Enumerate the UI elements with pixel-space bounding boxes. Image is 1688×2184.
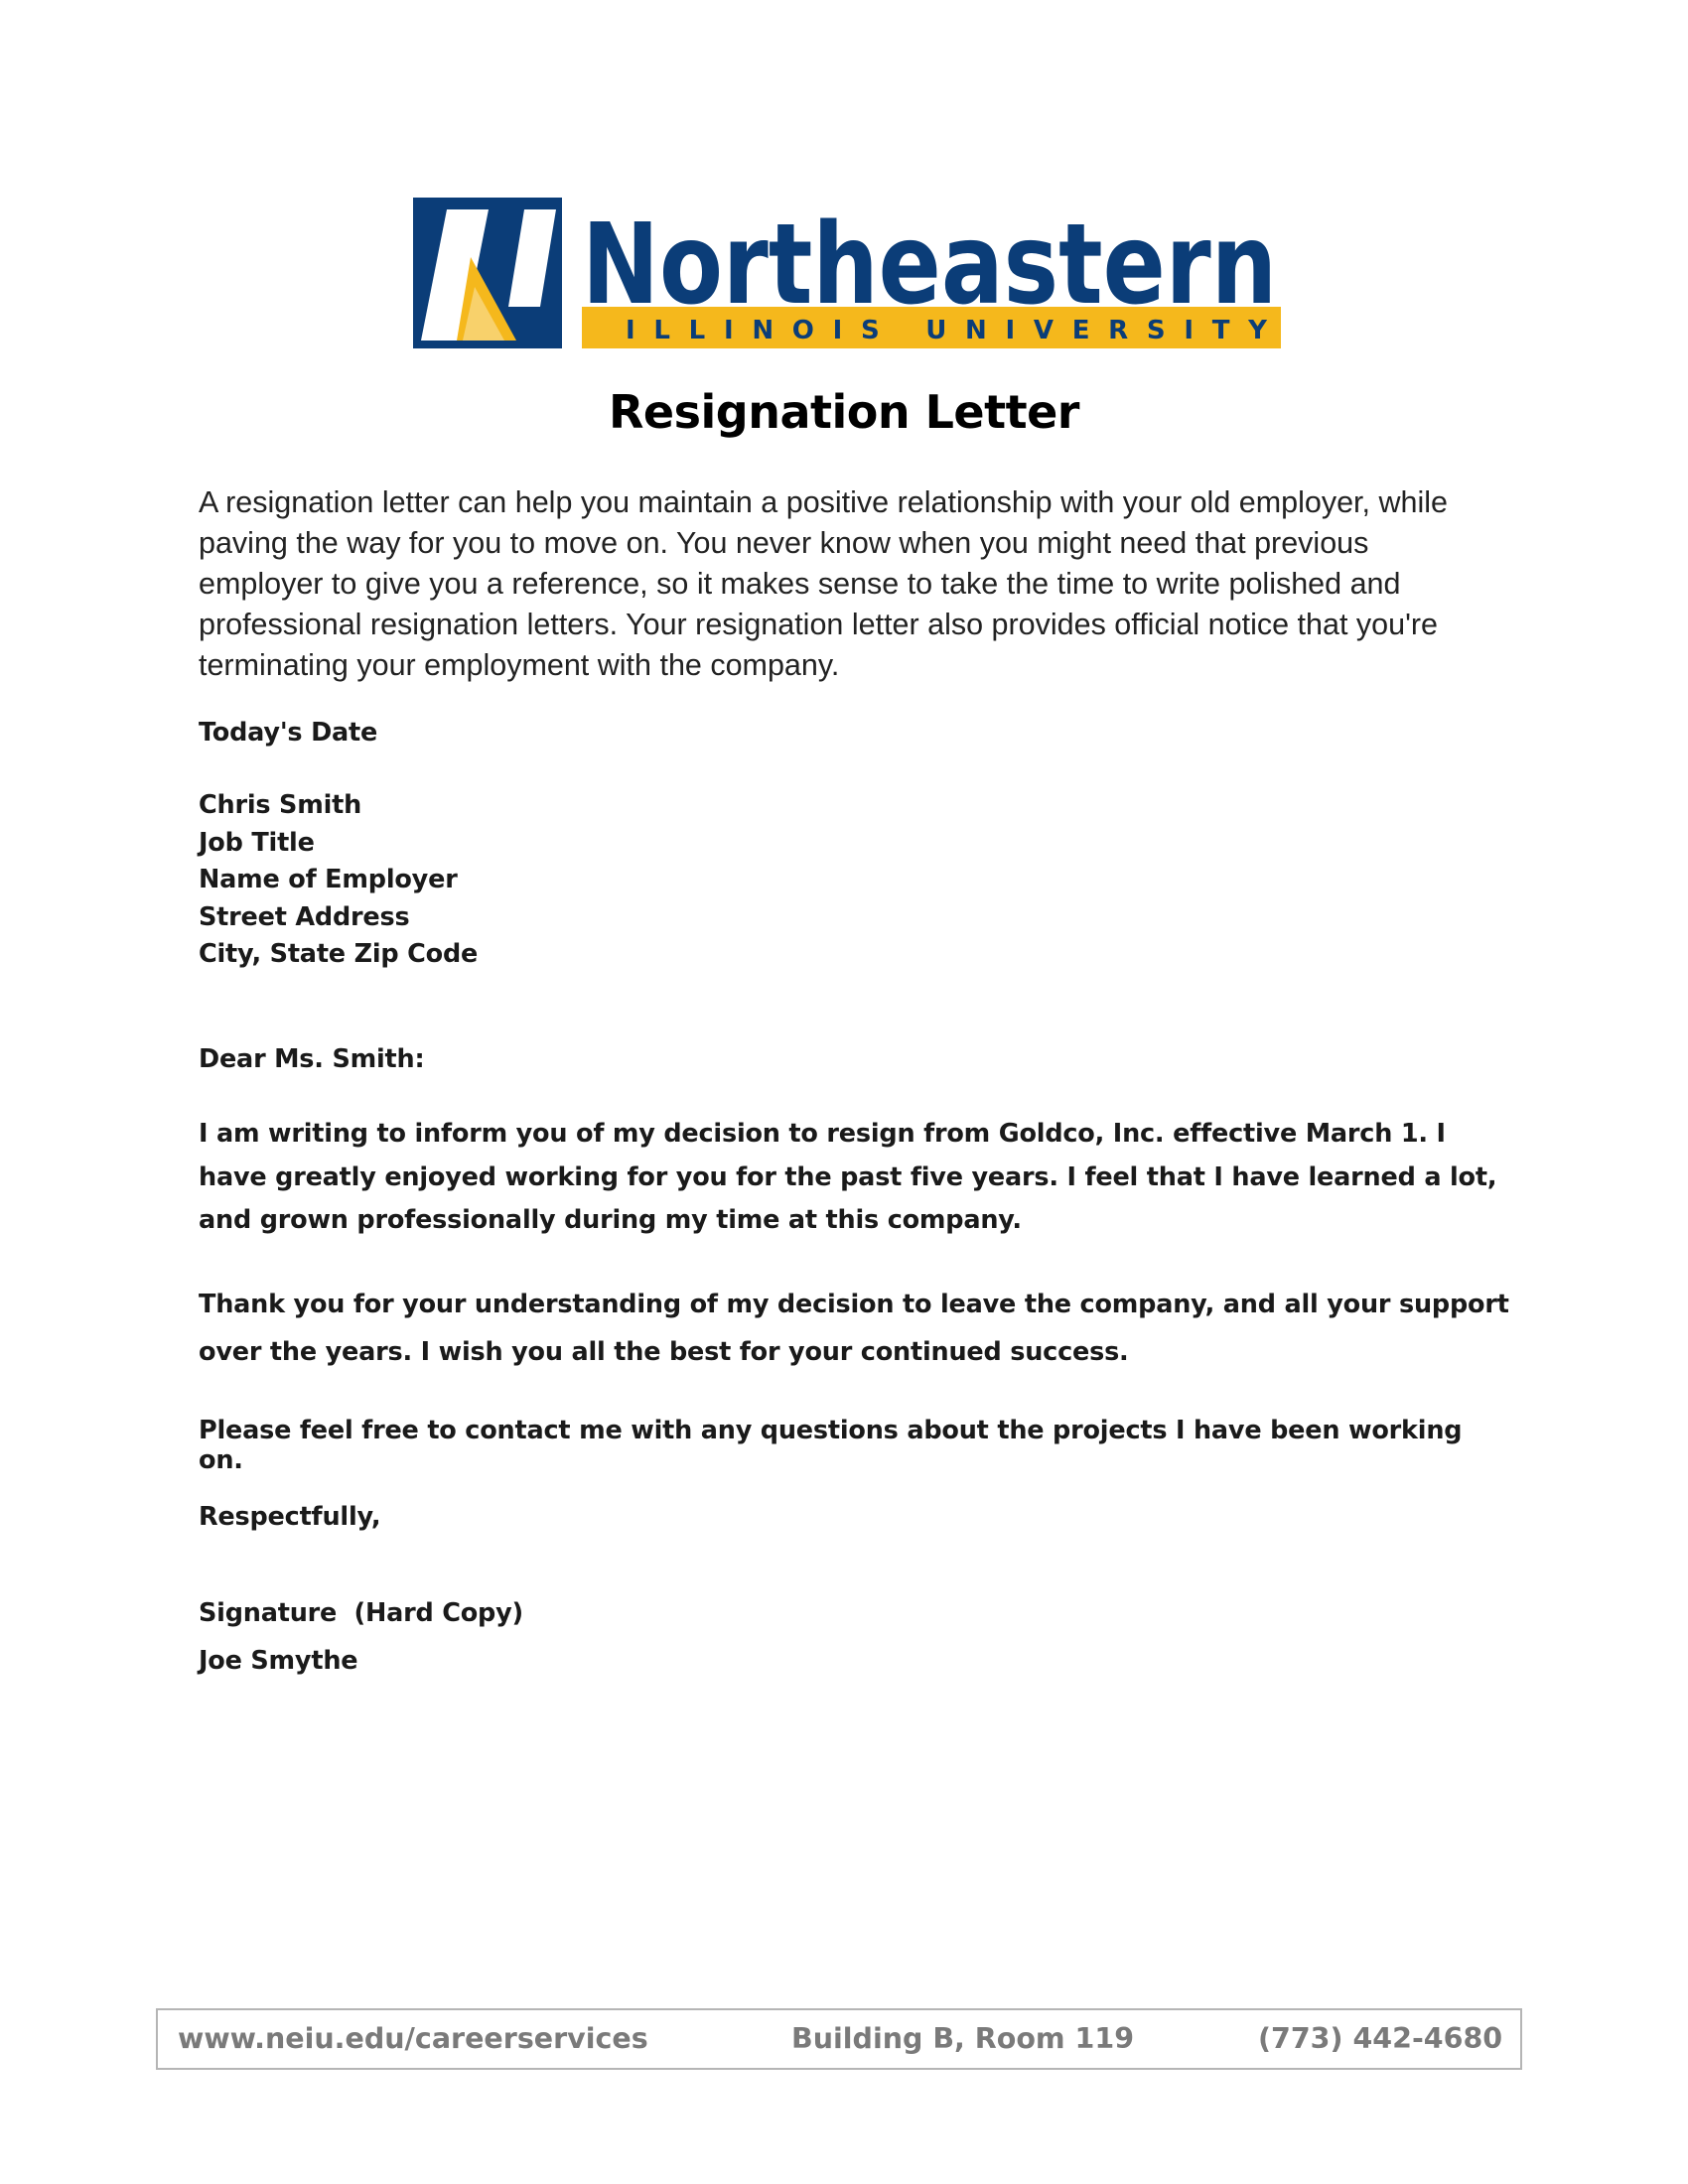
footer-contact-box bbox=[156, 2008, 1522, 2070]
footer-location: Building B, Room 119 bbox=[791, 2022, 1135, 2055]
recipient-address-block bbox=[199, 787, 478, 974]
signature-line: Signature (Hard Copy) bbox=[199, 1598, 523, 1628]
recipient-employer: Name of Employer bbox=[199, 865, 458, 895]
intro-paragraph: A resignation letter can help you maintain a positive relationship with your old employer, while paving the way for you to move on. You never know when you might need that previous employer to give you a reference, so it makes sense to take the time to write polished and professional resignation letters. Your resignation letter also provides official notice that you're terminating your employment with the company. bbox=[199, 485, 1448, 682]
footer-phone: (773) 442-4680 bbox=[1258, 2022, 1503, 2055]
body-paragraph-2: Thank you for your understanding of my decision to leave the company, and all your support over the years. I wish you all the best for your continued success. bbox=[199, 1290, 1509, 1367]
logo-subtitle: ILLINOIS UNIVERSITY bbox=[626, 316, 1267, 345]
recipient-job-title: Job Title bbox=[199, 827, 315, 858]
signer-name: Joe Smythe bbox=[199, 1646, 358, 1676]
salutation: Dear Ms. Smith: bbox=[199, 1044, 425, 1074]
closing: Respectfully, bbox=[199, 1502, 381, 1532]
recipient-city-state-zip: City, State Zip Code bbox=[199, 939, 479, 970]
body-paragraph-3: Please feel free to contact me with any questions about the projects I have been working on. bbox=[199, 1416, 1463, 1475]
signature-block bbox=[199, 1589, 523, 1685]
page-title: Resignation Letter bbox=[609, 385, 1079, 439]
recipient-street: Street Address bbox=[199, 901, 410, 932]
footer-website: www.neiu.edu/careerservices bbox=[178, 2022, 648, 2055]
logo-wordmark: Northeastern bbox=[582, 201, 1277, 330]
recipient-name: Chris Smith bbox=[199, 790, 362, 820]
university-logo bbox=[413, 198, 1281, 348]
letter-date: Today's Date bbox=[199, 718, 378, 748]
body-paragraph-1: I am writing to inform you of my decision to resign from Goldco, Inc. effective March 1. I have greatly enjoyed working for you for the past five years. I feel that I have learned a lot, and grown professionally during my time at this company. bbox=[199, 1119, 1497, 1235]
